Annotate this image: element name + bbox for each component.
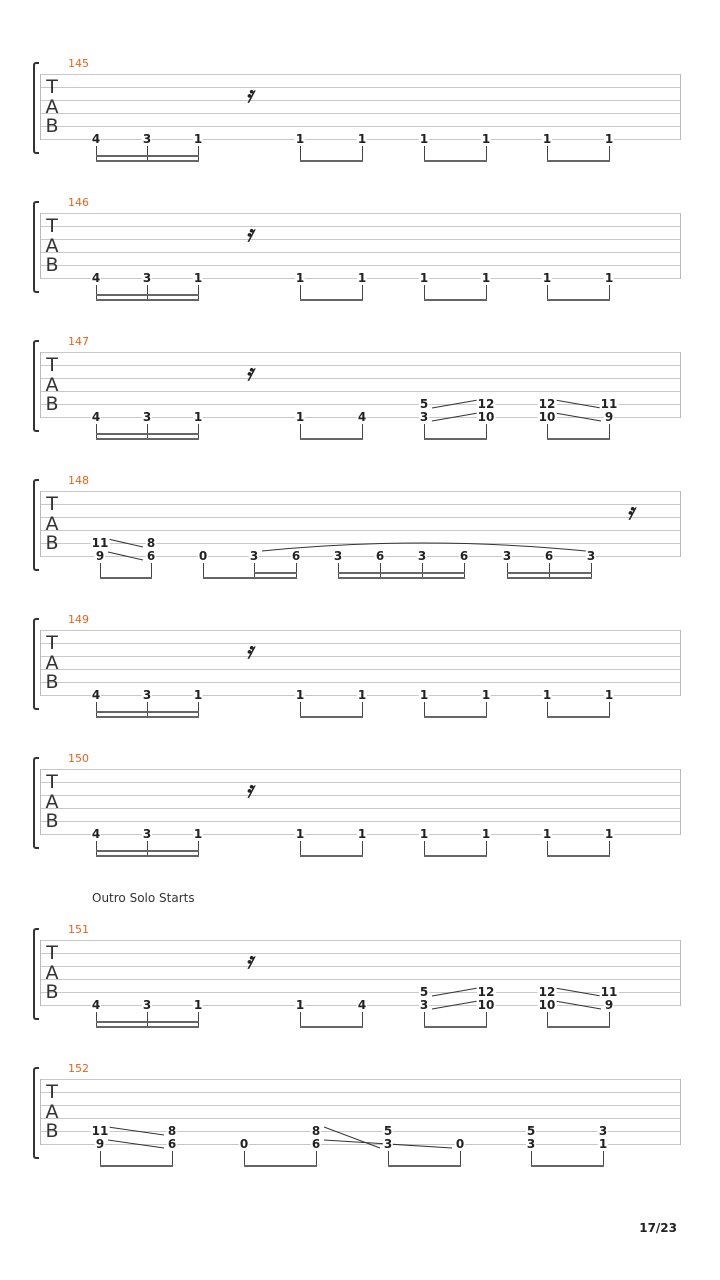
note-beam bbox=[507, 577, 592, 579]
fret-number: 1 bbox=[295, 132, 305, 146]
fret-number: 6 bbox=[146, 549, 156, 563]
measure-number: 146 bbox=[68, 196, 89, 209]
note-beam bbox=[547, 855, 610, 857]
fret-number: 3 bbox=[142, 410, 152, 424]
fret-number: 8 bbox=[311, 1124, 321, 1138]
fret-number: 5 bbox=[526, 1124, 536, 1138]
fret-number: 6 bbox=[311, 1137, 321, 1151]
fret-number: 1 bbox=[193, 410, 203, 424]
note-beam bbox=[254, 572, 297, 574]
fret-number: 10 bbox=[538, 410, 556, 424]
tab-clef-letter: T bbox=[46, 942, 58, 964]
fret-number: 3 bbox=[586, 549, 596, 563]
fret-number: 3 bbox=[142, 132, 152, 146]
fret-number: 1 bbox=[357, 827, 367, 841]
fret-number: 1 bbox=[604, 688, 614, 702]
fret-number: 1 bbox=[357, 688, 367, 702]
fret-number: 4 bbox=[91, 688, 101, 702]
rest-icon: 𝄿 bbox=[246, 82, 253, 108]
note-beam bbox=[100, 577, 152, 579]
slide-line bbox=[432, 988, 478, 996]
fret-number: 1 bbox=[193, 271, 203, 285]
fret-number: 4 bbox=[91, 132, 101, 146]
tab-clef-letter: B bbox=[45, 671, 59, 693]
note-beam bbox=[96, 1026, 199, 1028]
fret-number: 3 bbox=[333, 549, 343, 563]
fret-number: 12 bbox=[477, 985, 495, 999]
note-beam bbox=[300, 299, 363, 301]
tab-clef-letter: T bbox=[46, 771, 58, 793]
slide-line bbox=[108, 552, 143, 560]
tab-clef-letter: A bbox=[45, 1100, 59, 1123]
slide-line bbox=[555, 413, 601, 421]
tab-clef-letter: T bbox=[46, 493, 58, 515]
fret-number: 1 bbox=[481, 132, 491, 146]
note-beam bbox=[424, 299, 487, 301]
note-beam bbox=[547, 160, 610, 162]
slide-line bbox=[324, 1127, 380, 1148]
fret-number: 12 bbox=[538, 397, 556, 411]
fret-number: 4 bbox=[357, 410, 367, 424]
fret-number: 1 bbox=[193, 132, 203, 146]
fret-number: 11 bbox=[91, 536, 109, 550]
note-beam bbox=[424, 855, 487, 857]
note-beam bbox=[338, 572, 465, 574]
fret-number: 4 bbox=[91, 410, 101, 424]
fret-number: 5 bbox=[419, 397, 429, 411]
note-beam bbox=[254, 577, 297, 579]
fret-number: 4 bbox=[91, 998, 101, 1012]
fret-number: 8 bbox=[146, 536, 156, 550]
tab-clef-letter: B bbox=[45, 115, 59, 137]
slide-line bbox=[108, 1140, 164, 1148]
fret-number: 1 bbox=[295, 271, 305, 285]
fret-number: 1 bbox=[193, 827, 203, 841]
fret-number: 3 bbox=[142, 998, 152, 1012]
section-annotation: Outro Solo Starts bbox=[92, 891, 195, 905]
note-beam bbox=[424, 438, 487, 440]
tab-clef-letter: B bbox=[45, 254, 59, 276]
note-beam bbox=[96, 1021, 199, 1023]
fret-number: 6 bbox=[375, 549, 385, 563]
tab-clef-letter: B bbox=[45, 1120, 59, 1142]
note-beam bbox=[547, 438, 610, 440]
fret-number: 1 bbox=[357, 271, 367, 285]
slide-line bbox=[432, 413, 478, 421]
fret-number: 10 bbox=[538, 998, 556, 1012]
fret-number: 1 bbox=[604, 271, 614, 285]
fret-number: 6 bbox=[167, 1137, 177, 1151]
note-beam bbox=[338, 577, 465, 579]
fret-number: 1 bbox=[481, 827, 491, 841]
fret-number: 3 bbox=[142, 271, 152, 285]
fret-number: 6 bbox=[459, 549, 469, 563]
fret-number: 1 bbox=[542, 688, 552, 702]
fret-number: 4 bbox=[91, 271, 101, 285]
fret-number: 5 bbox=[383, 1124, 393, 1138]
fret-number: 11 bbox=[91, 1124, 109, 1138]
tab-clef-letter: A bbox=[45, 234, 59, 257]
fret-number: 4 bbox=[91, 827, 101, 841]
fret-number: 1 bbox=[295, 688, 305, 702]
fret-number: 8 bbox=[167, 1124, 177, 1138]
note-beam bbox=[96, 850, 199, 852]
tab-clef-letter: B bbox=[45, 810, 59, 832]
measure-number: 145 bbox=[68, 57, 89, 70]
fret-number: 1 bbox=[542, 132, 552, 146]
fret-number: 1 bbox=[193, 688, 203, 702]
note-beam bbox=[96, 155, 199, 157]
note-beam bbox=[96, 433, 199, 435]
note-beam bbox=[300, 438, 363, 440]
rest-icon: 𝄿 bbox=[246, 221, 253, 247]
slide-line bbox=[555, 400, 601, 408]
fret-number: 1 bbox=[295, 827, 305, 841]
note-beam bbox=[300, 716, 363, 718]
fret-number: 1 bbox=[419, 827, 429, 841]
note-beam bbox=[96, 855, 199, 857]
tab-clef-letter: B bbox=[45, 393, 59, 415]
slide-line bbox=[108, 1127, 164, 1135]
fret-number: 1 bbox=[193, 998, 203, 1012]
fret-number: 1 bbox=[419, 132, 429, 146]
tab-clef-letter: B bbox=[45, 981, 59, 1003]
fret-number: 1 bbox=[481, 688, 491, 702]
note-beam bbox=[424, 160, 487, 162]
fret-number: 9 bbox=[95, 1137, 105, 1151]
tab-clef-letter: T bbox=[46, 354, 58, 376]
fret-number: 3 bbox=[417, 549, 427, 563]
note-beam bbox=[531, 1165, 604, 1167]
note-beam bbox=[424, 1026, 487, 1028]
fret-number: 0 bbox=[239, 1137, 249, 1151]
fret-number: 1 bbox=[598, 1137, 608, 1151]
note-beam bbox=[96, 438, 199, 440]
measure-number: 152 bbox=[68, 1062, 89, 1075]
note-beam bbox=[547, 299, 610, 301]
page-number: 17/23 bbox=[639, 1221, 677, 1235]
tab-clef-letter: T bbox=[46, 76, 58, 98]
fret-number: 1 bbox=[542, 827, 552, 841]
measure-number: 150 bbox=[68, 752, 89, 765]
slide-line bbox=[432, 400, 478, 408]
slide-line bbox=[432, 1001, 478, 1009]
note-beam bbox=[300, 160, 363, 162]
note-beam bbox=[300, 1026, 363, 1028]
tab-clef-letter: T bbox=[46, 632, 58, 654]
fret-number: 12 bbox=[538, 985, 556, 999]
fret-number: 10 bbox=[477, 998, 495, 1012]
slide-line bbox=[108, 539, 143, 547]
measure-number: 147 bbox=[68, 335, 89, 348]
fret-number: 5 bbox=[419, 985, 429, 999]
slide-line bbox=[555, 988, 601, 996]
slide-layer bbox=[0, 1079, 720, 1219]
note-beam bbox=[100, 1165, 173, 1167]
fret-number: 1 bbox=[357, 132, 367, 146]
fret-number: 1 bbox=[542, 271, 552, 285]
fret-number: 3 bbox=[502, 549, 512, 563]
fret-number: 1 bbox=[419, 271, 429, 285]
measure-number: 148 bbox=[68, 474, 89, 487]
note-beam bbox=[244, 1165, 317, 1167]
rest-icon: 𝄿 bbox=[246, 777, 253, 803]
tab-clef-letter: A bbox=[45, 95, 59, 118]
fret-number: 3 bbox=[142, 827, 152, 841]
fret-number: 3 bbox=[249, 549, 259, 563]
fret-number: 11 bbox=[600, 985, 618, 999]
fret-number: 1 bbox=[604, 827, 614, 841]
note-beam bbox=[96, 711, 199, 713]
fret-number: 0 bbox=[198, 549, 208, 563]
fret-number: 3 bbox=[419, 998, 429, 1012]
rest-icon: 𝄿 bbox=[627, 499, 634, 525]
slide-layer bbox=[0, 491, 720, 631]
slide-line bbox=[555, 1001, 601, 1009]
note-beam bbox=[300, 855, 363, 857]
measure-number: 151 bbox=[68, 923, 89, 936]
measure-number: 149 bbox=[68, 613, 89, 626]
note-beam bbox=[424, 716, 487, 718]
note-beam bbox=[388, 1165, 461, 1167]
note-beam bbox=[96, 294, 199, 296]
fret-number: 1 bbox=[419, 688, 429, 702]
fret-number: 3 bbox=[419, 410, 429, 424]
note-beam bbox=[547, 1026, 610, 1028]
rest-icon: 𝄿 bbox=[246, 638, 253, 664]
tab-clef-letter: T bbox=[46, 1081, 58, 1103]
fret-number: 3 bbox=[142, 688, 152, 702]
fret-number: 10 bbox=[477, 410, 495, 424]
fret-number: 0 bbox=[455, 1137, 465, 1151]
fret-number: 3 bbox=[598, 1124, 608, 1138]
rest-icon: 𝄿 bbox=[246, 948, 253, 974]
fret-number: 12 bbox=[477, 397, 495, 411]
fret-number: 4 bbox=[357, 998, 367, 1012]
fret-number: 3 bbox=[526, 1137, 536, 1151]
fret-number: 3 bbox=[383, 1137, 393, 1151]
tab-clef-letter: T bbox=[46, 215, 58, 237]
rest-icon: 𝄿 bbox=[246, 360, 253, 386]
tab-clef-letter: A bbox=[45, 961, 59, 984]
tab-clef-letter: A bbox=[45, 373, 59, 396]
fret-number: 6 bbox=[544, 549, 554, 563]
note-beam bbox=[96, 160, 199, 162]
tab-clef-letter: B bbox=[45, 532, 59, 554]
tab-clef-letter: A bbox=[45, 790, 59, 813]
fret-number: 9 bbox=[604, 410, 614, 424]
fret-number: 6 bbox=[291, 549, 301, 563]
note-beam bbox=[96, 716, 199, 718]
fret-number: 9 bbox=[604, 998, 614, 1012]
fret-number: 1 bbox=[295, 998, 305, 1012]
note-beam bbox=[507, 572, 592, 574]
note-beam bbox=[96, 299, 199, 301]
fret-number: 9 bbox=[95, 549, 105, 563]
fret-number: 1 bbox=[604, 132, 614, 146]
fret-number: 1 bbox=[481, 271, 491, 285]
fret-number: 1 bbox=[295, 410, 305, 424]
note-beam bbox=[547, 716, 610, 718]
tab-clef-letter: A bbox=[45, 512, 59, 535]
tab-clef-letter: A bbox=[45, 651, 59, 674]
fret-number: 11 bbox=[600, 397, 618, 411]
